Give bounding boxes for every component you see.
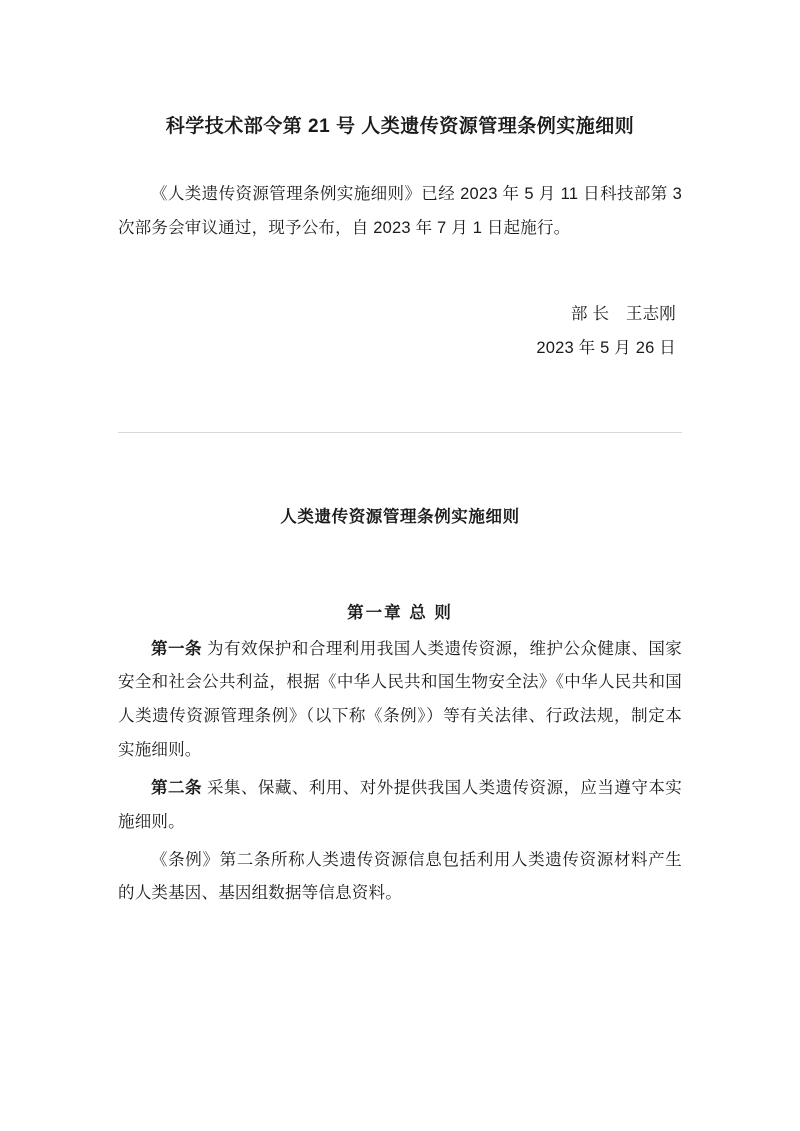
signer-name: 部 长 王志刚 <box>571 305 676 324</box>
section-divider <box>118 432 682 433</box>
article-paragraph <box>118 633 682 768</box>
signature-date: 2023 年 5 月 26 日 <box>536 338 676 357</box>
article-label: 第一条 <box>151 639 202 658</box>
signature-block <box>118 298 682 366</box>
preamble-paragraph: 《人类遗传资源管理条例实施细则》已经 2023 年 5 月 11 日科技部第 3 次部务会审议通过，现予公布，自 2023 年 7 月 1 日起施行。 <box>118 185 682 238</box>
article-text: 为有效保护和合理利用我国人类遗传资源，维护公众健康、国家安全和社会公共利益，根据《中华人民共和国生物安全法》《中华人民共和国人类遗传资源管理条例》（以下称《条例》）等有关法律、行政法规，制定本实施细则。 <box>118 639 682 760</box>
article-paragraph <box>118 772 682 840</box>
page-title: 科学技术部令第 21 号 人类遗传资源管理条例实施细则 <box>165 116 635 137</box>
explanatory-paragraph: 《条例》第二条所称人类遗传资源信息包括利用人类遗传资源材料产生的人类基因、基因组数据等信息资料。 <box>118 850 682 903</box>
regulation-title: 人类遗传资源管理条例实施细则 <box>280 507 520 526</box>
article-text: 采集、保藏、利用、对外提供我国人类遗传资源，应当遵守本实施细则。 <box>118 778 682 831</box>
chapter-title: 第一章 总 则 <box>347 603 453 622</box>
article-label: 第二条 <box>151 778 202 797</box>
